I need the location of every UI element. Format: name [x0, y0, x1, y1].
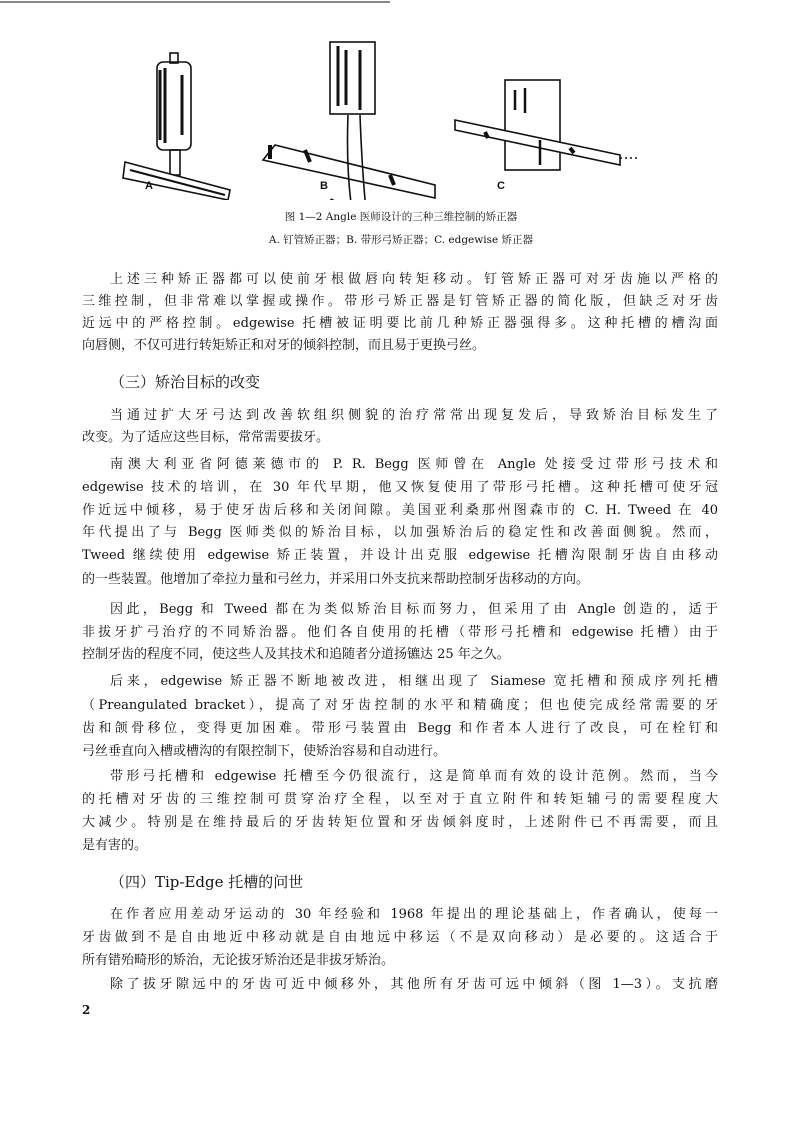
paragraph-line: 的一些装置。他增加了牵拉力量和弓丝力，并采用口外支抗来帮助控制牙齿移动的方向。	[82, 572, 590, 587]
figure-caption-subtitle: A. 钉管矫正器；B. 带形弓矫正器；C. edgewise 矫正器	[268, 234, 534, 246]
paragraph-line: 当通过扩大牙弓达到改善软组织侧貌的治疗常常出现复发后，导致矫治目标发生了	[110, 408, 718, 423]
ribbon-arch-appliance-drawing	[263, 42, 435, 200]
paragraph-line: 作近远中倾移，易于使牙齿后移和关闭间隙。美国亚利桑那州图森市的 C. H. Tweed 在 40	[82, 503, 718, 518]
section-heading-4: （四）Tip-Edge 托槽的问世	[110, 873, 304, 891]
paragraph-line: Tweed 继续使用 edgewise 矫正装置，并设计出克服 edgewise 托槽沟限制牙齿自由移动	[82, 548, 718, 563]
figure-label-b: B	[320, 180, 328, 192]
page-number: 2	[82, 1003, 91, 1017]
edgewise-appliance-drawing	[455, 80, 640, 170]
paragraph-line: 非拔牙扩弓治疗的不同矫治器。他们各自使用的托槽（带形弓托槽和 edgewise 托槽）由于	[82, 625, 718, 640]
figure-label-a: A	[145, 180, 153, 192]
paragraph-line: 三维控制，但非常难以掌握或操作。带形弓矫正器是钉管矫正器的简化版，但缺乏对牙齿	[82, 294, 718, 309]
paragraph-line: edgewise 技术的培训，在 30 年代早期，他又恢复使用了带形弓托槽。这种托槽可使牙冠	[82, 480, 718, 495]
paragraph-line: （Preangulated bracket），提高了对牙齿控制的水平和精确度；但也使完成经常需要的牙	[82, 698, 718, 713]
paragraph-line: 南澳大利亚省阿德莱德市的 P. R. Begg 医师曾在 Angle 处接受过带形弓技术和	[110, 457, 718, 472]
figure-label-c: C	[497, 180, 505, 192]
paragraph-line: 后来，edgewise 矫正器不断地被改进，相继出现了 Siamese 宽托槽和预成序列托槽	[110, 674, 718, 689]
paragraph-line: 齿和颌骨移位，变得更加困难。带形弓装置由 Begg 和作者本人进行了改良，可在栓钉和	[82, 721, 718, 736]
paragraph-line: 带形弓托槽和 edgewise 托槽至今仍很流行，这是简单而有效的设计范例。然而，当今	[110, 769, 718, 784]
paragraph-line: 上述三种矫正器都可以使前牙根做唇向转矩移动。钉管矫正器可对牙齿施以严格的	[110, 272, 718, 287]
paragraph-line: 近远中的严格控制。edgewise 托槽被证明要比前几种矫正器强得多。这种托槽的槽沟面	[82, 316, 718, 331]
paragraph-line: 的托槽对牙齿的三维控制可贯穿治疗全程，以至对于直立附件和转矩辅弓的需要程度大	[82, 792, 718, 807]
paragraph-line: 在作者应用差动牙运动的 30 年经验和 1968 年提出的理论基础上，作者确认，使每一	[110, 907, 718, 922]
paragraph-line: 所有错殆畸形的矫治，无论拔牙矫治还是非拔牙矫治。	[82, 953, 395, 968]
section-heading-3: （三）矫治目标的改变	[110, 373, 261, 391]
paragraph-line: 除了拔牙隙远中的牙齿可近中倾移外，其他所有牙齿可远中倾斜（图 1—3）。支抗磨	[110, 977, 718, 992]
scan-top-border	[0, 1, 390, 3]
pin-and-tube-appliance-drawing	[123, 53, 230, 200]
paragraph-line: 控制牙齿的程度不同，使这些人及其技术和追随者分道扬镳达 25 年之久。	[82, 647, 510, 662]
paragraph-line: 大减少。特别是在维持最后的牙齿转矩位置和牙齿倾斜度时，上述附件已不再需要，而且	[82, 815, 718, 830]
figure-1-2	[120, 20, 660, 200]
paragraph-line: 改变。为了适应这些目标，常常需要拔牙。	[82, 430, 330, 445]
paragraph-line: 年代提出了与 Begg 医师类似的矫治目标，以加强矫治后的稳定性和改善面侧貌。然而，	[82, 525, 718, 540]
figure-caption-title: 图 1—2 Angle 医师设计的三种三维控制的矫正器	[284, 211, 518, 223]
paragraph-line: 向唇侧，不仅可进行转矩矫正和对牙的倾斜控制，而且易于更换弓丝。	[82, 338, 486, 353]
paragraph-line: 牙齿做到不是自由地近中移动就是自由地远中移运（不是双向移动）是必要的。这适合于	[82, 930, 718, 945]
bracket-illustrations	[120, 20, 660, 200]
paragraph-line: 弓丝垂直向入槽或槽沟的有限控制下，使矫治容易和自动进行。	[82, 744, 447, 759]
paragraph-line: 是有害的。	[82, 838, 148, 853]
paragraph-line: 因此，Begg 和 Tweed 都在为类似矫治目标而努力，但采用了由 Angle 创造的，适于	[110, 602, 718, 617]
